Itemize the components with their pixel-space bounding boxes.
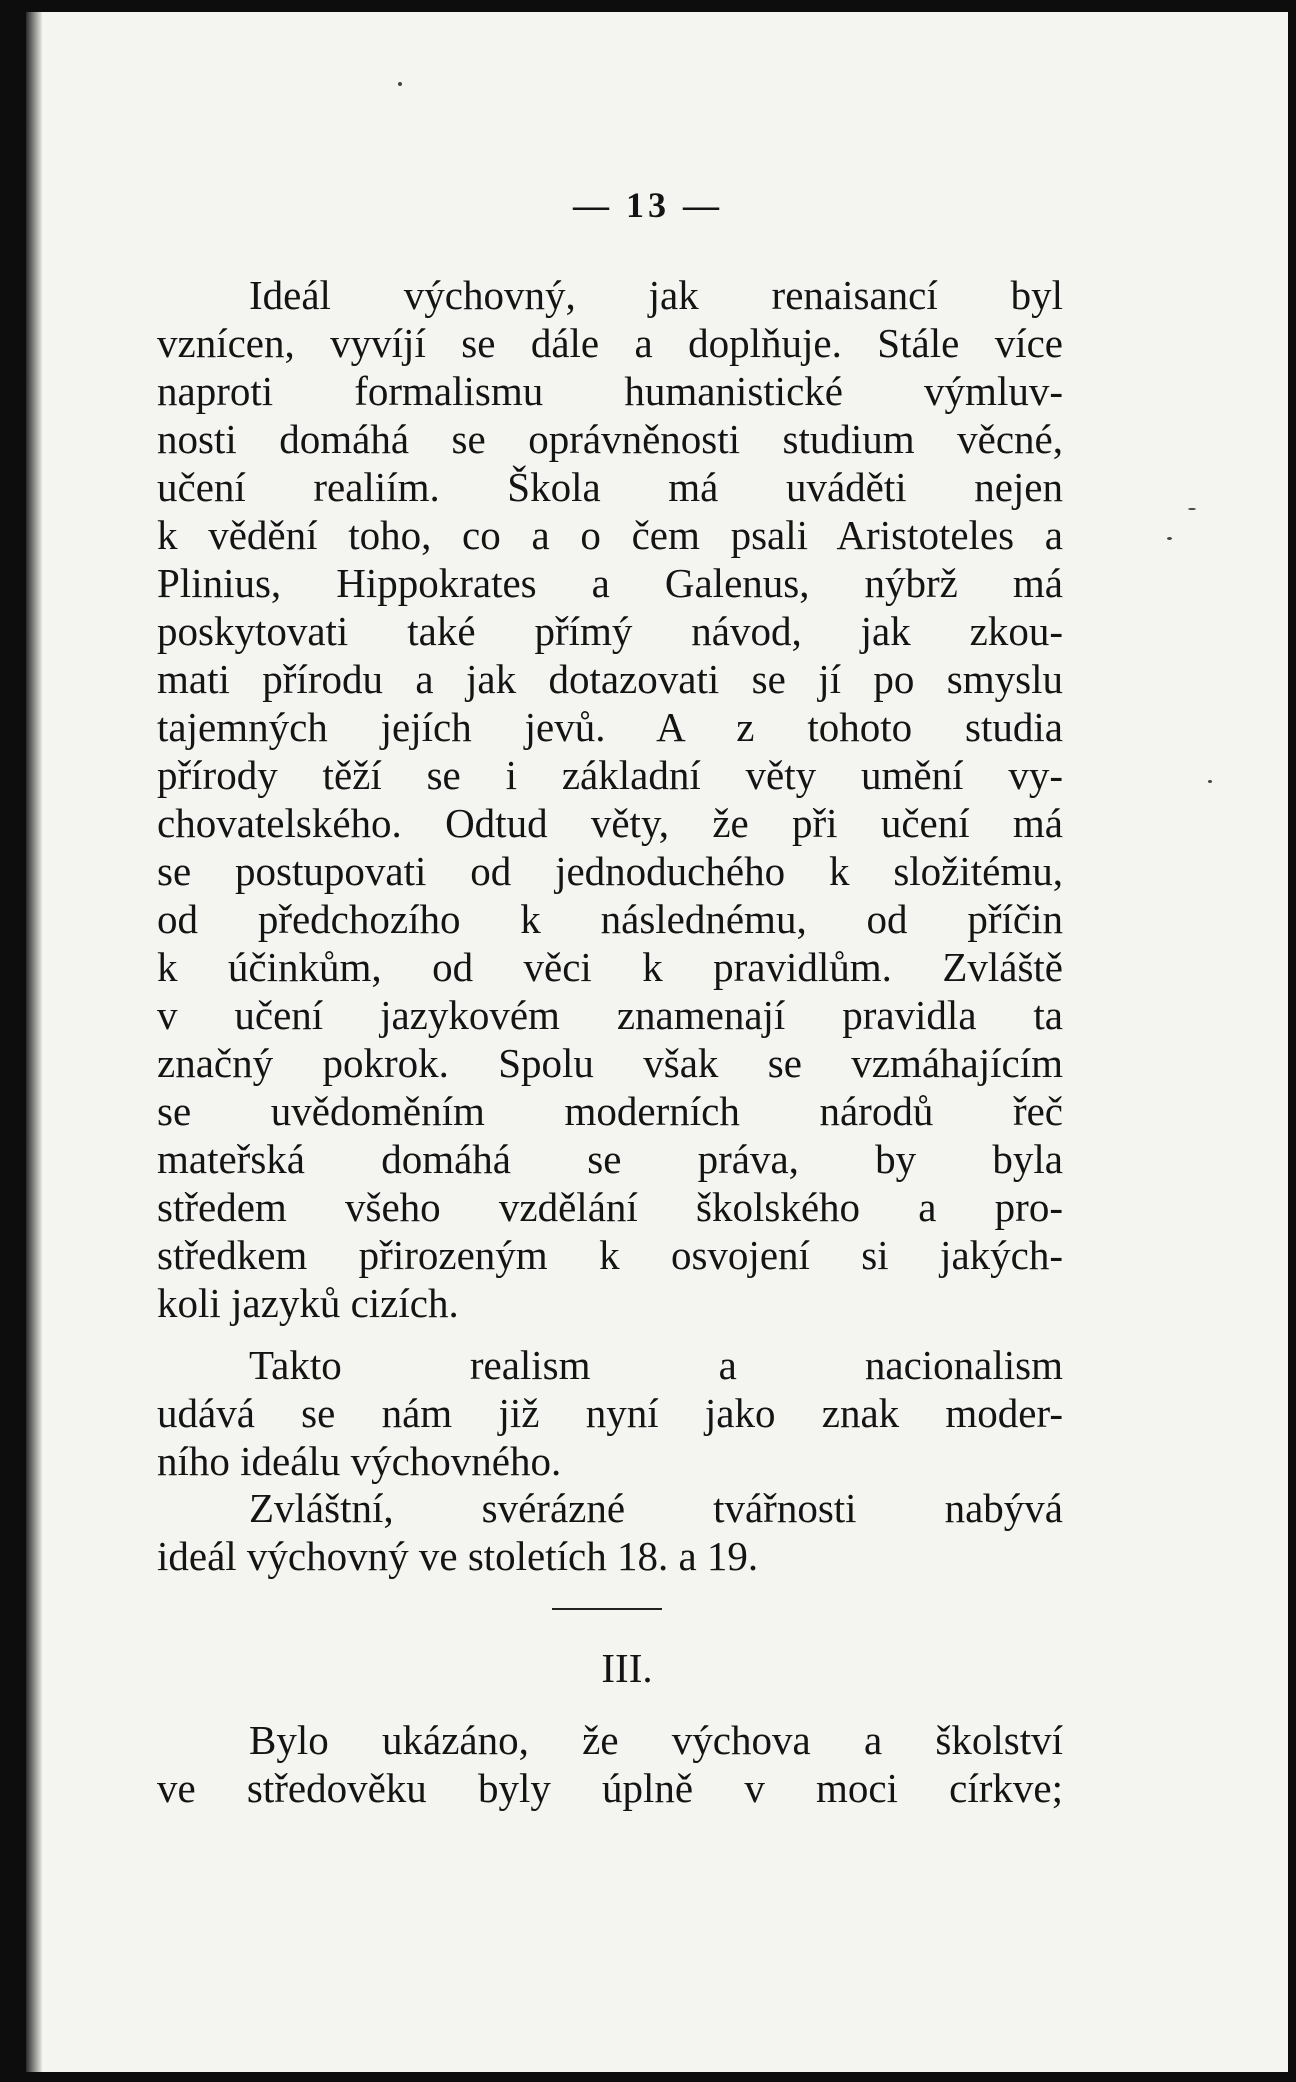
text-line: ního ideálu výchovného. [157, 1438, 562, 1484]
page-number: — 13 — [573, 185, 723, 225]
text-line: mateřská domáhá se práva, by byla [157, 1136, 1063, 1182]
text-line: učení realiím. Škola má uváděti nejen [157, 464, 1063, 510]
text-line: vznícen, vyvíjí se dále a doplňuje. Stále více [157, 320, 1063, 366]
section-divider [552, 1608, 662, 1610]
text-line: nosti domáhá se oprávněnosti studium věcné, [157, 416, 1063, 462]
text-line: středkem přirozeným k osvojení si jakých- [157, 1232, 1063, 1278]
text-line: značný pokrok. Spolu však se vzmáhajícím [157, 1040, 1063, 1086]
text-line: přírody těží se i základní věty umění vy- [157, 752, 1063, 798]
paragraph-3 [157, 1484, 1063, 1580]
text-line: k vědění toho, co a o čem psali Aristoteles a [157, 512, 1063, 558]
text-line: od předchozího k následnému, od příčin [157, 896, 1063, 942]
text-line: Plinius, Hippokrates a Galenus, nýbrž má [157, 560, 1063, 606]
text-line: se postupovati od jednoduchého k složitému, [157, 848, 1063, 894]
paragraph-1 [157, 271, 1063, 1327]
text-line: chovatelského. Odtud věty, že při učení má [157, 800, 1063, 846]
page-binding-edge [26, 12, 42, 2072]
ink-speck [1167, 537, 1172, 540]
text-line: středem všeho vzdělání školského a pro- [157, 1184, 1063, 1230]
section-heading: III. [601, 1645, 653, 1691]
ink-speck [1208, 780, 1212, 783]
text-line: v učení jazykovém znamenají pravidla ta [157, 992, 1063, 1038]
text-line: Zvláštní, svérázné tvářnosti nabývá [249, 1485, 1063, 1531]
text-line: koli jazyků cizích. [157, 1280, 459, 1326]
text-line: ideál výchovný ve stoletích 18. a 19. [157, 1533, 759, 1579]
section-paragraph [157, 1716, 1063, 1812]
text-line: ve středověku byly úplně v moci církve; [157, 1765, 1063, 1811]
text-line: k účinkům, od věci k pravidlům. Zvláště [157, 944, 1063, 990]
text-line: poskytovati také přímý návod, jak zkou- [157, 608, 1063, 654]
text-line: se uvědoměním moderních národů řeč [157, 1088, 1063, 1134]
text-line: naproti formalismu humanistické výmluv- [157, 368, 1063, 414]
text-line: mati přírodu a jak dotazovati se jí po smyslu [157, 656, 1063, 702]
ink-speck [398, 82, 402, 86]
text-line: Bylo ukázáno, že výchova a školství [249, 1717, 1063, 1763]
paragraph-2 [157, 1341, 1063, 1485]
text-line: tajemných jejích jevů. A z tohoto studia [157, 704, 1063, 750]
text-line: Ideál výchovný, jak renaisancí byl [249, 272, 1063, 318]
ink-speck [1188, 508, 1196, 510]
text-line: udává se nám již nyní jako znak moder- [157, 1390, 1063, 1436]
text-line: Takto realism a nacionalism [249, 1342, 1063, 1388]
